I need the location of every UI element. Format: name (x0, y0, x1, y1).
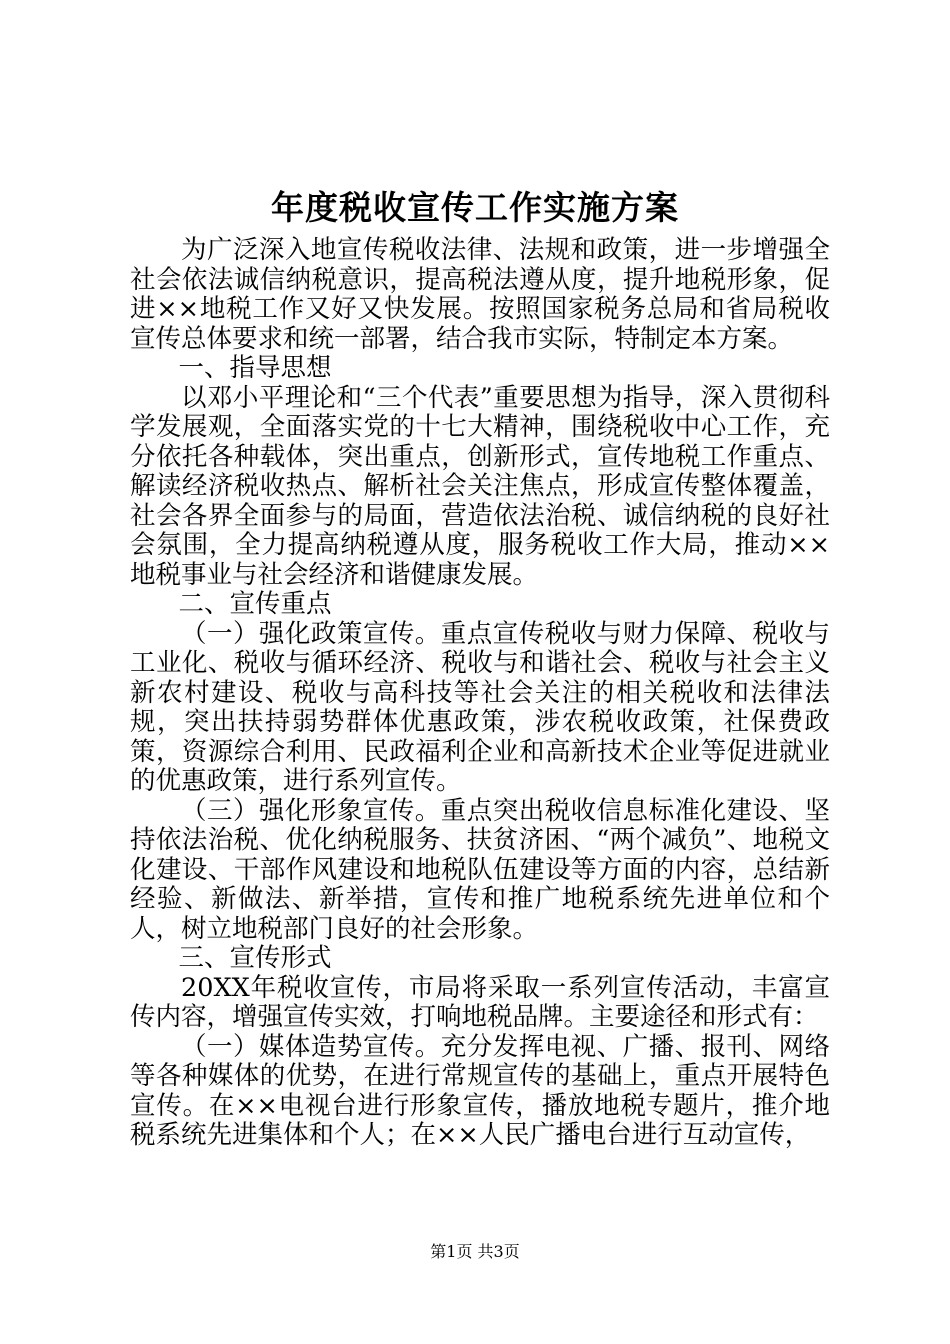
guiding-thought-paragraph: 以邓小平理论和“三个代表”重要思想为指导，深入贯彻科学发展观，全面落实党的十七大精神，围绕税收中心工作，充分依托各种载体，突出重点，创新形式，宣传地税工作重点、解读经济税收热点、解析社会关注焦点，形成宣传整体覆盖，社会各界全面参与的局面，营造依法治税、诚信纳税的良好社会氛围，全力提高纳税遵从度，服务税收工作大局，推动××地税事业与社会经济和谐健康发展。 (130, 382, 830, 590)
policy-publicity-paragraph: （一）强化政策宣传。重点宣传税收与财力保障、税收与工业化、税收与循环经济、税收与和谐社会、税收与社会主义新农村建设、税收与高科技等社会关注的相关税收和法律法规，突出扶持弱势群体优惠政策，涉农税收政策，社保费政策，资源综合利用、民政福利企业和高新技术企业等促进就业的优惠政策，进行系列宣传。 (130, 618, 830, 796)
section-heading-key-points: 二、宣传重点 (178, 589, 332, 619)
section-heading-guiding-thought: 一、指导思想 (178, 353, 332, 383)
image-publicity-paragraph: （三）强化形象宣传。重点突出税收信息标准化建设、坚持依法治税、优化纳税服务、扶贫济困、“两个减负”、地税文化建设、干部作风建设和地税队伍建设等方面的内容，总结新经验、新做法、新举措，宣传和推广地税系统先进单位和个人，树立地税部门良好的社会形象。 (130, 795, 830, 944)
intro-paragraph: 为广泛深入地宣传税收法律、法规和政策，进一步增强全社会依法诚信纳税意识，提高税法遵从度，提升地税形象，促进××地税工作又好又快发展。按照国家税务总局和省局税收宣传总体要求和统一部署，结合我市实际，特制定本方案。 (130, 235, 830, 354)
page-number-footer: 第1页 共3页 (430, 1242, 520, 1261)
media-publicity-paragraph: （一）媒体造势宣传。充分发挥电视、广播、报刊、网络等各种媒体的优势，在进行常规宣传的基础上，重点开展特色宣传。在××电视台进行形象宣传，播放地税专题片，推介地税系统先进集体和个人；在××人民广播电台进行互动宣传， (130, 1031, 830, 1150)
section-heading-forms: 三、宣传形式 (178, 943, 332, 973)
document-title: 年度税收宣传工作实施方案 (271, 188, 679, 227)
document-body (130, 236, 830, 1151)
forms-intro-paragraph: 20XX年税收宣传，市局将采取一系列宣传活动，丰富宣传内容，增强宣传实效，打响地税品牌。主要途径和形式有： (130, 972, 830, 1032)
